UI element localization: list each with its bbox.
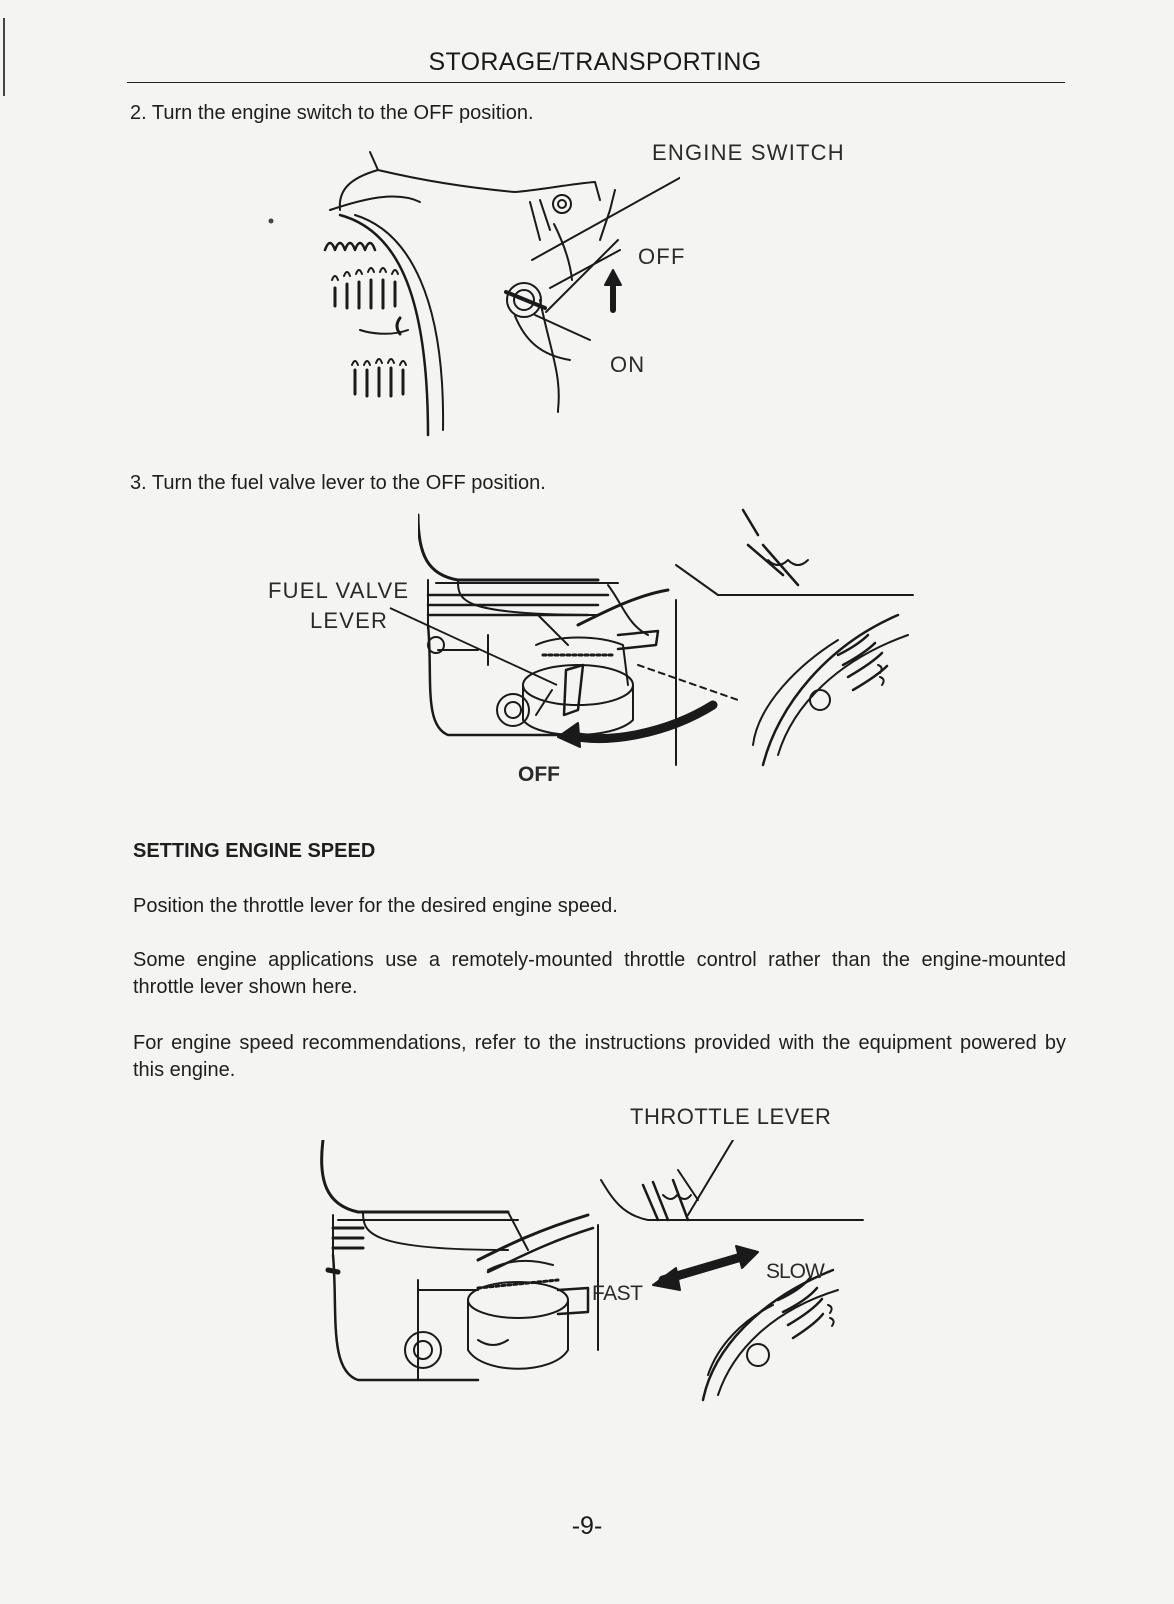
scan-dot [268, 218, 274, 224]
step-2-text: 2. Turn the engine switch to the OFF position. [130, 102, 534, 124]
engine-switch-on-label: ON [610, 352, 646, 377]
section-paragraph-3: For engine speed recommendations, refer to the instructions provided with the equipment powered by this engine. [133, 1032, 1066, 1081]
fuel-valve-label-line1: FUEL VALVE [268, 578, 410, 603]
fuel-valve-off-label: OFF [518, 763, 560, 786]
engine-switch-illustration [300, 140, 680, 440]
section-paragraph-1: Position the throttle lever for the desired engine speed. [133, 895, 618, 917]
step-3-text: 3. Turn the fuel valve lever to the OFF position. [130, 472, 546, 494]
engine-switch-off-label: OFF [638, 244, 686, 269]
engine-switch-label: ENGINE SWITCH [652, 140, 845, 165]
fuel-valve-label-line2: LEVER [310, 608, 389, 633]
section-paragraph-2: Some engine applications use a remotely-mounted throttle control rather than the engine-mounted throttle lever shown here. [133, 949, 1066, 998]
fuel-valve-leader [385, 600, 565, 690]
throttle-slow-label: SLOW [766, 1260, 824, 1283]
page-title: STORAGE/TRANSPORTING [428, 48, 762, 76]
engine-switch-figure [300, 140, 680, 440]
throttle-fast-label: FAST [592, 1282, 643, 1305]
page-number: -9- [571, 1512, 603, 1540]
section-heading: SETTING ENGINE SPEED [133, 840, 376, 862]
header-divider [127, 82, 1065, 83]
throttle-lever-label: THROTTLE LEVER [630, 1104, 832, 1129]
